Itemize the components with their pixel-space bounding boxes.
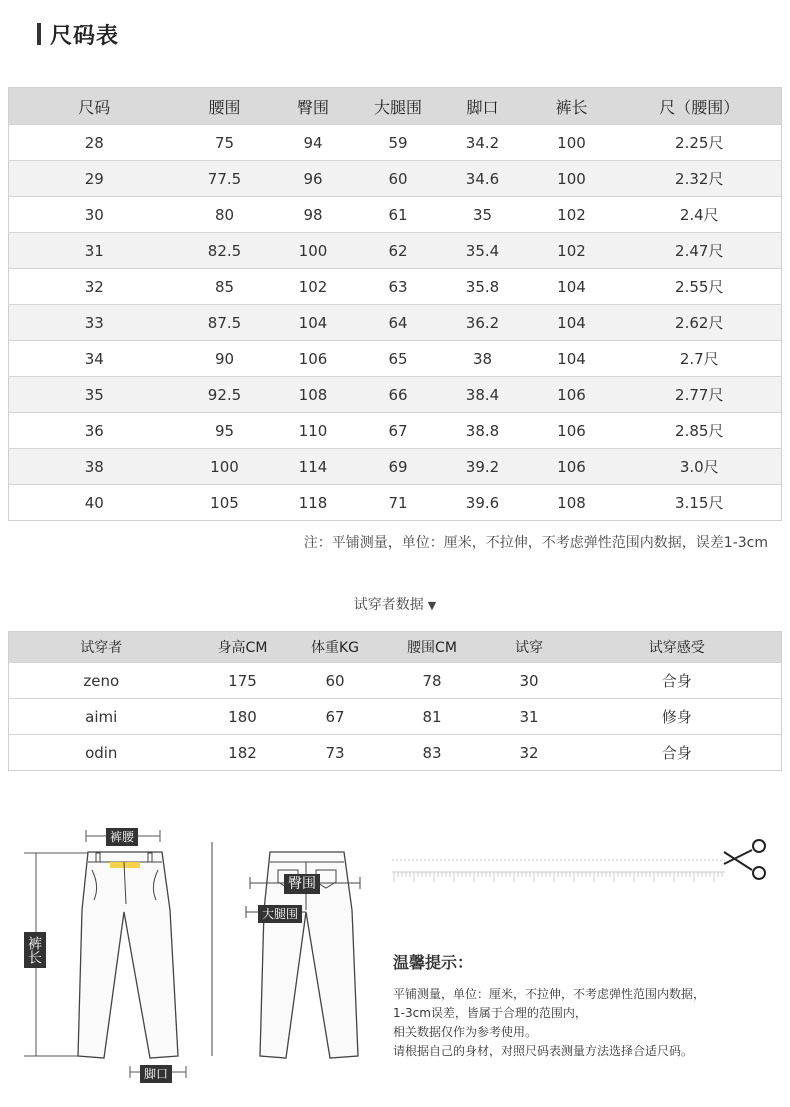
size-table-cell: 38 bbox=[440, 341, 526, 377]
size-table-cell: 98 bbox=[270, 197, 357, 233]
size-table-header: 大腿围 bbox=[357, 88, 440, 125]
size-table-cell: 100 bbox=[526, 125, 618, 161]
waist-label: 裤腰 bbox=[106, 828, 138, 846]
tryon-table-cell: 73 bbox=[292, 735, 379, 771]
size-table-row bbox=[9, 377, 782, 413]
size-table-cell: 2.77尺 bbox=[618, 377, 782, 413]
tryon-table-cell: 175 bbox=[194, 663, 292, 699]
size-table-cell: 94 bbox=[270, 125, 357, 161]
tryon-table-cell: 32 bbox=[486, 735, 573, 771]
page-title-text: 尺码表 bbox=[50, 23, 120, 49]
size-table-header: 尺码 bbox=[9, 88, 180, 125]
tryon-table-cell: aimi bbox=[9, 699, 194, 735]
size-table-cell: 2.25尺 bbox=[618, 125, 782, 161]
size-table-cell: 39.6 bbox=[440, 485, 526, 521]
scissors-icon bbox=[724, 840, 765, 879]
size-table-header: 脚口 bbox=[440, 88, 526, 125]
thigh-label: 大腿围 bbox=[258, 905, 302, 923]
size-table-cell: 32 bbox=[9, 269, 180, 305]
tryon-table-cell: 83 bbox=[379, 735, 486, 771]
title-bar-marker bbox=[37, 23, 41, 45]
size-table-cell: 105 bbox=[180, 485, 270, 521]
tryon-table bbox=[8, 631, 782, 771]
size-table-cell: 35.8 bbox=[440, 269, 526, 305]
size-table-cell: 39.2 bbox=[440, 449, 526, 485]
size-table-cell: 108 bbox=[270, 377, 357, 413]
size-table-cell: 35 bbox=[9, 377, 180, 413]
tryon-caption bbox=[0, 594, 790, 614]
size-table-cell: 3.0尺 bbox=[618, 449, 782, 485]
size-table-row bbox=[9, 125, 782, 161]
size-table-cell: 59 bbox=[357, 125, 440, 161]
size-table-cell: 60 bbox=[357, 161, 440, 197]
size-table-cell: 100 bbox=[526, 161, 618, 197]
tryon-table-header: 试穿者 bbox=[9, 632, 194, 663]
tryon-table-cell: 81 bbox=[379, 699, 486, 735]
tips-line: 1-3cm误差，皆属于合理的范围内， bbox=[393, 1006, 587, 1020]
size-table-cell: 34 bbox=[9, 341, 180, 377]
tryon-table-header: 腰围CM bbox=[379, 632, 486, 663]
tryon-table-cell: 合身 bbox=[573, 735, 782, 771]
size-table-cell: 66 bbox=[357, 377, 440, 413]
hem-label: 脚口 bbox=[140, 1065, 172, 1083]
tips-section bbox=[393, 950, 783, 1061]
size-table-cell: 104 bbox=[526, 305, 618, 341]
size-table-cell: 38.4 bbox=[440, 377, 526, 413]
tryon-table-row bbox=[9, 663, 782, 699]
size-table-cell: 36.2 bbox=[440, 305, 526, 341]
size-table-header: 尺（腰围） bbox=[618, 88, 782, 125]
size-table-row bbox=[9, 485, 782, 521]
size-table-cell: 102 bbox=[526, 197, 618, 233]
size-table-cell: 36 bbox=[9, 413, 180, 449]
tryon-table-cell: 60 bbox=[292, 663, 379, 699]
tryon-table-cell: 78 bbox=[379, 663, 486, 699]
size-table-row bbox=[9, 341, 782, 377]
size-table-cell: 104 bbox=[526, 269, 618, 305]
size-table-cell: 85 bbox=[180, 269, 270, 305]
size-chart-table bbox=[8, 87, 782, 521]
size-table-row bbox=[9, 413, 782, 449]
size-table-header-row bbox=[9, 88, 782, 125]
tryon-table-cell: 合身 bbox=[573, 663, 782, 699]
size-table-header: 裤长 bbox=[526, 88, 618, 125]
measurement-note: 注：平铺测量，单位：厘米，不拉伸，不考虑弹性范围内数据，误差1-3cm bbox=[303, 535, 768, 551]
size-table-cell: 106 bbox=[526, 413, 618, 449]
size-table-cell: 102 bbox=[526, 233, 618, 269]
size-table-cell: 104 bbox=[526, 341, 618, 377]
size-table-cell: 2.85尺 bbox=[618, 413, 782, 449]
size-table-cell: 28 bbox=[9, 125, 180, 161]
size-table-cell: 82.5 bbox=[180, 233, 270, 269]
tryon-table-cell: odin bbox=[9, 735, 194, 771]
size-table-cell: 29 bbox=[9, 161, 180, 197]
size-table-row bbox=[9, 449, 782, 485]
size-table-cell: 92.5 bbox=[180, 377, 270, 413]
tryon-table-header-row bbox=[9, 632, 782, 663]
size-table-cell: 2.55尺 bbox=[618, 269, 782, 305]
size-table-cell: 38.8 bbox=[440, 413, 526, 449]
size-table-cell: 2.47尺 bbox=[618, 233, 782, 269]
size-table-cell: 30 bbox=[9, 197, 180, 233]
tryon-table-row bbox=[9, 699, 782, 735]
size-table-cell: 61 bbox=[357, 197, 440, 233]
tips-line: 请根据自己的身材，对照尺码表测量方法选择合适尺码。 bbox=[393, 1044, 694, 1058]
size-table-cell: 80 bbox=[180, 197, 270, 233]
tips-title: 温馨提示： bbox=[393, 953, 474, 972]
tryon-table-cell: 修身 bbox=[573, 699, 782, 735]
size-table-header: 臀围 bbox=[270, 88, 357, 125]
size-table-cell: 108 bbox=[526, 485, 618, 521]
tryon-table-header: 体重KG bbox=[292, 632, 379, 663]
size-table-cell: 65 bbox=[357, 341, 440, 377]
tryon-caption-text: 试穿者数据 bbox=[353, 597, 424, 613]
size-table-row bbox=[9, 233, 782, 269]
size-table-cell: 71 bbox=[357, 485, 440, 521]
size-table-cell: 31 bbox=[9, 233, 180, 269]
size-table-cell: 87.5 bbox=[180, 305, 270, 341]
size-table-cell: 102 bbox=[270, 269, 357, 305]
size-table-cell: 75 bbox=[180, 125, 270, 161]
tryon-table-cell: 67 bbox=[292, 699, 379, 735]
tryon-table-cell: 30 bbox=[486, 663, 573, 699]
size-table-cell: 69 bbox=[357, 449, 440, 485]
size-table-cell: 62 bbox=[357, 233, 440, 269]
size-table-cell: 67 bbox=[357, 413, 440, 449]
size-table-cell: 35.4 bbox=[440, 233, 526, 269]
size-table-cell: 106 bbox=[526, 449, 618, 485]
size-table-cell: 2.7尺 bbox=[618, 341, 782, 377]
size-table-cell: 2.62尺 bbox=[618, 305, 782, 341]
size-table-cell: 3.15尺 bbox=[618, 485, 782, 521]
tips-line: 平铺测量，单位：厘米，不拉伸，不考虑弹性范围内数据， bbox=[393, 987, 706, 1001]
size-table-cell: 38 bbox=[9, 449, 180, 485]
size-table-cell: 90 bbox=[180, 341, 270, 377]
page-title bbox=[37, 20, 119, 48]
tryon-table-header: 试穿 bbox=[486, 632, 573, 663]
size-table-row bbox=[9, 269, 782, 305]
size-table-cell: 106 bbox=[526, 377, 618, 413]
size-table-cell: 96 bbox=[270, 161, 357, 197]
tryon-table-cell: 180 bbox=[194, 699, 292, 735]
size-table-cell: 114 bbox=[270, 449, 357, 485]
size-table-cell: 95 bbox=[180, 413, 270, 449]
hip-label: 臀围 bbox=[284, 874, 320, 894]
tryon-table-cell: 182 bbox=[194, 735, 292, 771]
size-table-cell: 104 bbox=[270, 305, 357, 341]
size-table-cell: 40 bbox=[9, 485, 180, 521]
tryon-table-header: 身高CM bbox=[194, 632, 292, 663]
tips-line: 相关数据仅作为参考使用。 bbox=[393, 1025, 538, 1039]
triangle-down-icon: ▼ bbox=[427, 599, 437, 612]
size-table-cell: 64 bbox=[357, 305, 440, 341]
size-table-cell: 110 bbox=[270, 413, 357, 449]
size-table-cell: 34.6 bbox=[440, 161, 526, 197]
size-table-cell: 34.2 bbox=[440, 125, 526, 161]
tryon-table-cell: zeno bbox=[9, 663, 194, 699]
size-table-row bbox=[9, 305, 782, 341]
size-table-header: 腰围 bbox=[180, 88, 270, 125]
size-table-cell: 35 bbox=[440, 197, 526, 233]
size-table-cell: 77.5 bbox=[180, 161, 270, 197]
size-table-cell: 2.32尺 bbox=[618, 161, 782, 197]
size-table-cell: 63 bbox=[357, 269, 440, 305]
size-table-row bbox=[9, 161, 782, 197]
size-table-row bbox=[9, 197, 782, 233]
size-table-cell: 118 bbox=[270, 485, 357, 521]
length-label: 裤长 bbox=[24, 932, 46, 968]
size-table-cell: 2.4尺 bbox=[618, 197, 782, 233]
tryon-table-row bbox=[9, 735, 782, 771]
size-table-cell: 106 bbox=[270, 341, 357, 377]
size-table-cell: 100 bbox=[270, 233, 357, 269]
size-table-cell: 33 bbox=[9, 305, 180, 341]
tryon-table-cell: 31 bbox=[486, 699, 573, 735]
tryon-table-header: 试穿感受 bbox=[573, 632, 782, 663]
size-table-cell: 100 bbox=[180, 449, 270, 485]
